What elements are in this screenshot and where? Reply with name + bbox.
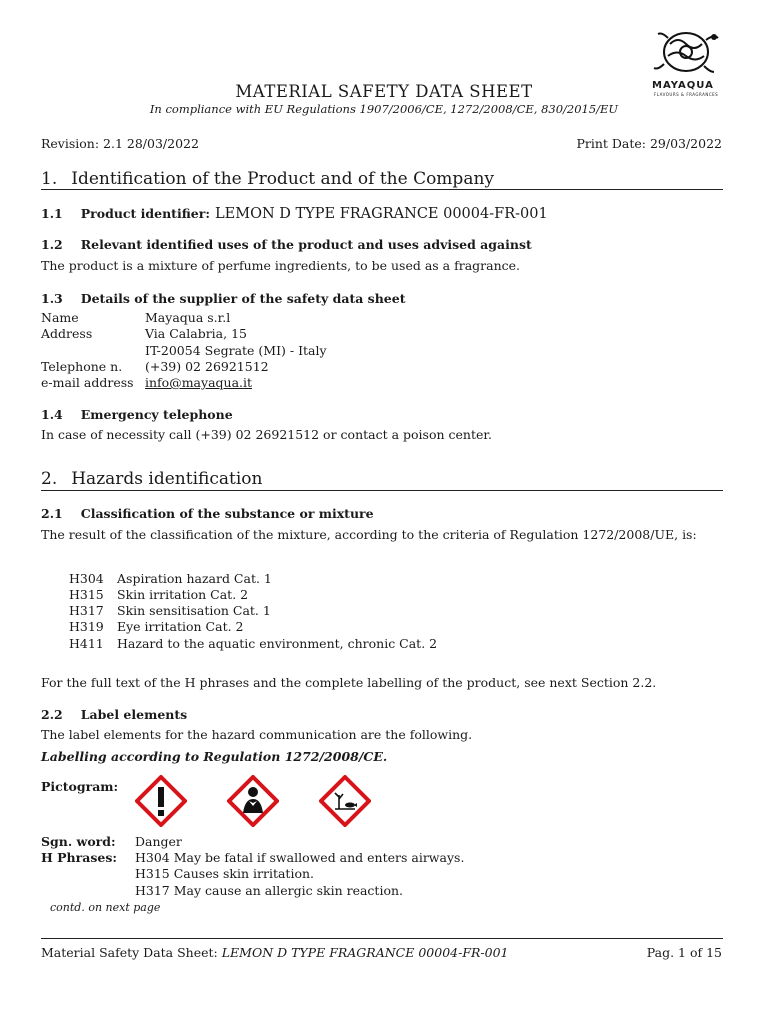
h-phrase: H304 May be fatal if swallowed and enters airways.	[135, 850, 465, 865]
compliance-note: In compliance with EU Regulations 1907/2006/CE, 1272/2008/CE, 830/2015/EU	[149, 102, 619, 116]
turtle-logo-icon	[648, 22, 724, 82]
subsection-2-1-title	[41, 506, 374, 521]
supplier-value-address-2: IT-20054 Segrate (MI) - Italy	[145, 343, 327, 358]
subsection-title: Classification of the substance or mixture	[80, 506, 374, 521]
section-2-heading	[41, 469, 262, 489]
h-phrases-label: H Phrases:	[41, 850, 117, 865]
h-phrase: H315 Causes skin irritation.	[135, 866, 315, 881]
revision: Revision: 2.1 28/03/2022	[41, 136, 199, 151]
supplier-label-email: e-mail address	[41, 375, 134, 390]
labelling-regulation: Labelling according to Regulation 1272/2008/CE.	[41, 749, 388, 764]
footer-doc-prefix: Material Safety Data Sheet:	[41, 945, 218, 960]
subsection-1-1	[41, 203, 548, 222]
print-date: Print Date: 29/03/2022	[576, 136, 722, 151]
hazard-code: H304	[69, 571, 104, 586]
health-hazard-icon	[227, 775, 279, 827]
subsection-title: Label elements	[80, 707, 188, 722]
section-2-rule	[41, 490, 723, 491]
supplier-value-name: Mayaqua s.r.l	[145, 310, 231, 325]
environment-icon	[319, 775, 371, 827]
subsection-title: Details of the supplier of the safety data sheet	[80, 291, 406, 306]
subsection-title: Emergency telephone	[80, 407, 233, 422]
section-title: Identification of the Product and of the Company	[71, 169, 495, 189]
hazard-code: H317	[69, 603, 104, 618]
signal-word: Danger	[135, 834, 182, 849]
section-1-heading	[41, 169, 494, 189]
product-identifier-label: Product identifier:	[80, 206, 210, 221]
pictogram-label: Pictogram:	[41, 779, 119, 794]
section-number: 1.	[41, 169, 58, 189]
page-number: Pag. 1 of 15	[646, 945, 722, 960]
h-phrase: H317 May cause an allergic skin reaction.	[135, 883, 403, 898]
subsection-1-3-title	[41, 291, 406, 306]
h-phrases-note: For the full text of the H phrases and the complete labelling of the product, see next Section 2.2.	[41, 675, 657, 690]
subsection-number: 1.1	[41, 206, 63, 221]
supplier-label-address: Address	[41, 326, 93, 341]
uses-text: The product is a mixture of perfume ingredients, to be used as a fragrance.	[41, 258, 521, 273]
hazard-desc: Eye irritation Cat. 2	[117, 619, 244, 634]
supplier-value-telephone: (+39) 02 26921512	[145, 359, 269, 374]
section-number: 2.	[41, 469, 58, 489]
exclamation-mark-icon	[135, 775, 187, 827]
footer-doc-label	[41, 945, 509, 960]
label-elements-text: The label elements for the hazard communication are the following.	[41, 727, 473, 742]
subsection-title: Relevant identified uses of the product and uses advised against	[80, 237, 532, 252]
subsection-number: 2.2	[41, 707, 63, 722]
hazard-code: H411	[69, 636, 104, 651]
logo-tagline: FLAVOURS & FRAGRANCES	[654, 92, 719, 97]
footer-rule	[41, 938, 723, 939]
section-title: Hazards identification	[71, 469, 263, 489]
supplier-label-telephone: Telephone n.	[41, 359, 123, 374]
hazard-desc: Aspiration hazard Cat. 1	[117, 571, 272, 586]
supplier-email-link[interactable]: info@mayaqua.it	[145, 375, 253, 390]
page-title: MATERIAL SAFETY DATA SHEET	[235, 82, 533, 101]
classification-text: The result of the classification of the mixture, according to the criteria of Regulation 1272/2008/UE, is:	[41, 527, 697, 542]
subsection-1-2-title	[41, 237, 532, 252]
supplier-label-name: Name	[41, 310, 79, 325]
hazard-desc: Skin irritation Cat. 2	[117, 587, 249, 602]
product-identifier-value: LEMON D TYPE FRAGRANCE 00004-FR-001	[215, 206, 548, 222]
hazard-code: H315	[69, 587, 104, 602]
continued-note: contd. on next page	[50, 901, 161, 914]
subsection-1-4-title	[41, 407, 233, 422]
logo-name: MAYAQUA	[652, 80, 714, 91]
supplier-value-address: Via Calabria, 15	[145, 326, 247, 341]
hazard-desc: Skin sensitisation Cat. 1	[117, 603, 271, 618]
section-1-rule	[41, 189, 723, 190]
emergency-text: In case of necessity call (+39) 02 26921512 or contact a poison center.	[41, 427, 492, 442]
subsection-number: 2.1	[41, 506, 63, 521]
subsection-number: 1.4	[41, 407, 63, 422]
signal-word-label: Sgn. word:	[41, 834, 116, 849]
hazard-code: H319	[69, 619, 104, 634]
subsection-number: 1.3	[41, 291, 63, 306]
hazard-desc: Hazard to the aquatic environment, chronic Cat. 2	[117, 636, 438, 651]
subsection-number: 1.2	[41, 237, 63, 252]
footer-doc-name: LEMON D TYPE FRAGRANCE 00004-FR-001	[221, 945, 509, 960]
subsection-2-2-title	[41, 707, 187, 722]
